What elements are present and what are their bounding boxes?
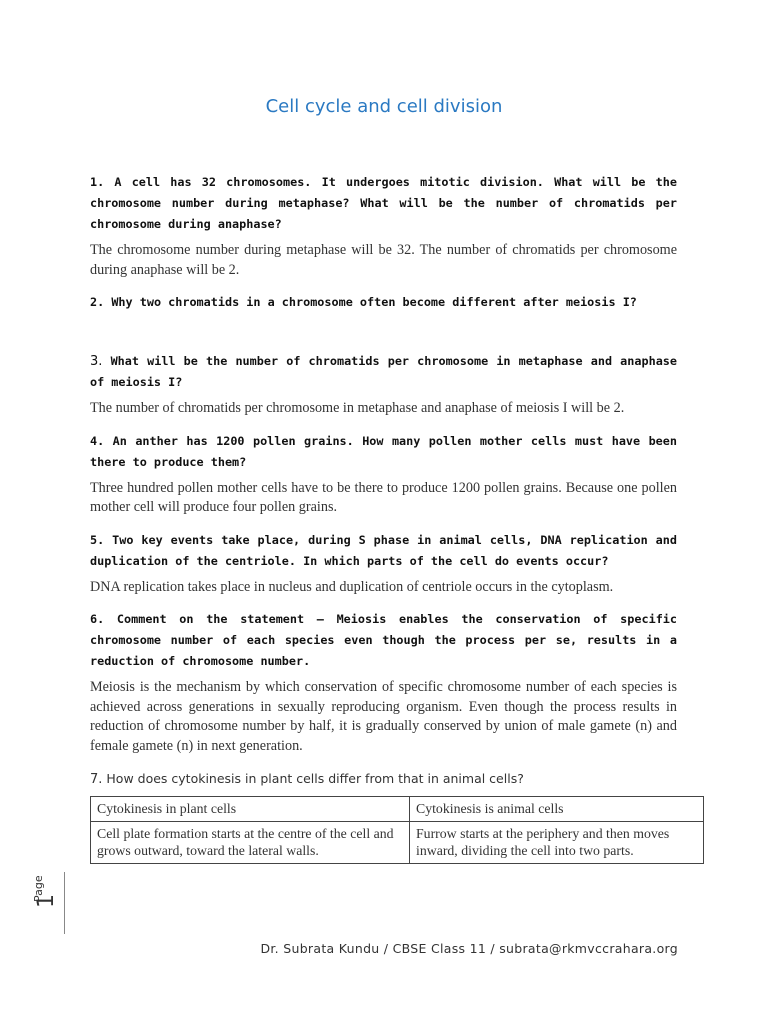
question-6 (90, 609, 677, 672)
answer-6: Meiosis is the mechanism by which conservation of specific chromosome number of each species is achieved across generations in sexually reproducing organism. Even though the process results in reduction of chromosome number by half, it is gradually conserved by union of male gamete (n) and female gamete (n) in next generation. (90, 679, 677, 754)
table-header-cell: Cytokinesis in plant cells (91, 797, 410, 822)
page-label: Page (32, 875, 45, 902)
question-number: 2. (90, 295, 105, 309)
question-3 (90, 351, 677, 393)
document-body (90, 172, 677, 864)
question-number: 4. (90, 433, 105, 448)
question-number: 5. (90, 532, 105, 547)
answer-4: Three hundred pollen mother cells have to be there to produce 1200 pollen grains. Because one pollen mother cell will produce four pollen grains. (90, 479, 677, 515)
page-number-block (28, 872, 78, 932)
page-number: 1 (34, 894, 59, 908)
question-text: A cell has 32 chromosomes. It undergoes mitotic division. What will be the chromosome number during metaphase? What will be the number of chromatids per chromosome during anaphase? (90, 175, 677, 231)
answer-5: DNA replication takes place in nucleus and duplication of centriole occurs in the cytoplasm. (90, 578, 614, 595)
document-title: Cell cycle and cell division (265, 96, 503, 117)
table-header-row (91, 797, 704, 822)
answer-2-blank (90, 319, 677, 351)
answer-1: The chromosome number during metaphase will be 32. The number of chromatids per chromosome during anaphase will be 2. (90, 242, 677, 278)
question-number: 1. (90, 175, 105, 189)
question-1 (90, 172, 677, 235)
question-text: An anther has 1200 pollen grains. How many pollen mother cells must have been there to produce them? (90, 433, 677, 469)
question-5 (90, 530, 677, 572)
question-text: Why two chromatids in a chromosome often become different after meiosis I? (111, 295, 637, 309)
footer-text: Dr. Subrata Kundu / CBSE Class 11 / subrata@rkmvccrahara.org (260, 941, 678, 956)
table-row (91, 821, 704, 863)
question-7 (90, 768, 677, 790)
page-divider-line (64, 872, 65, 934)
question-text: Comment on the statement – Meiosis enables the conservation of specific chromosome number of each species even though the process per se, results in a reduction of chromosome number. (90, 612, 677, 668)
question-number: 3. (90, 354, 103, 369)
question-text: What will be the number of chromatids per chromosome in metaphase and anaphase of meiosis I? (90, 354, 678, 389)
question-4 (90, 431, 677, 473)
question-number: 7. (90, 772, 103, 787)
question-number: 6. (90, 612, 105, 626)
table-cell: Cell plate formation starts at the centre of the cell and grows outward, toward the lateral walls. (91, 821, 410, 863)
table-cell: Furrow starts at the periphery and then moves inward, dividing the cell into two parts. (410, 821, 704, 863)
question-2 (90, 292, 677, 313)
answer-3: The number of chromatids per chromosome in metaphase and anaphase of meiosis I will be 2. (90, 400, 625, 416)
table-header-cell: Cytokinesis is animal cells (410, 797, 704, 822)
cytokinesis-comparison-table (90, 796, 704, 864)
question-text: Two key events take place, during S phase in animal cells, DNA replication and duplication of the centriole. In which parts of the cell do events occur? (90, 532, 677, 568)
question-text: How does cytokinesis in plant cells differ from that in animal cells? (106, 771, 524, 786)
